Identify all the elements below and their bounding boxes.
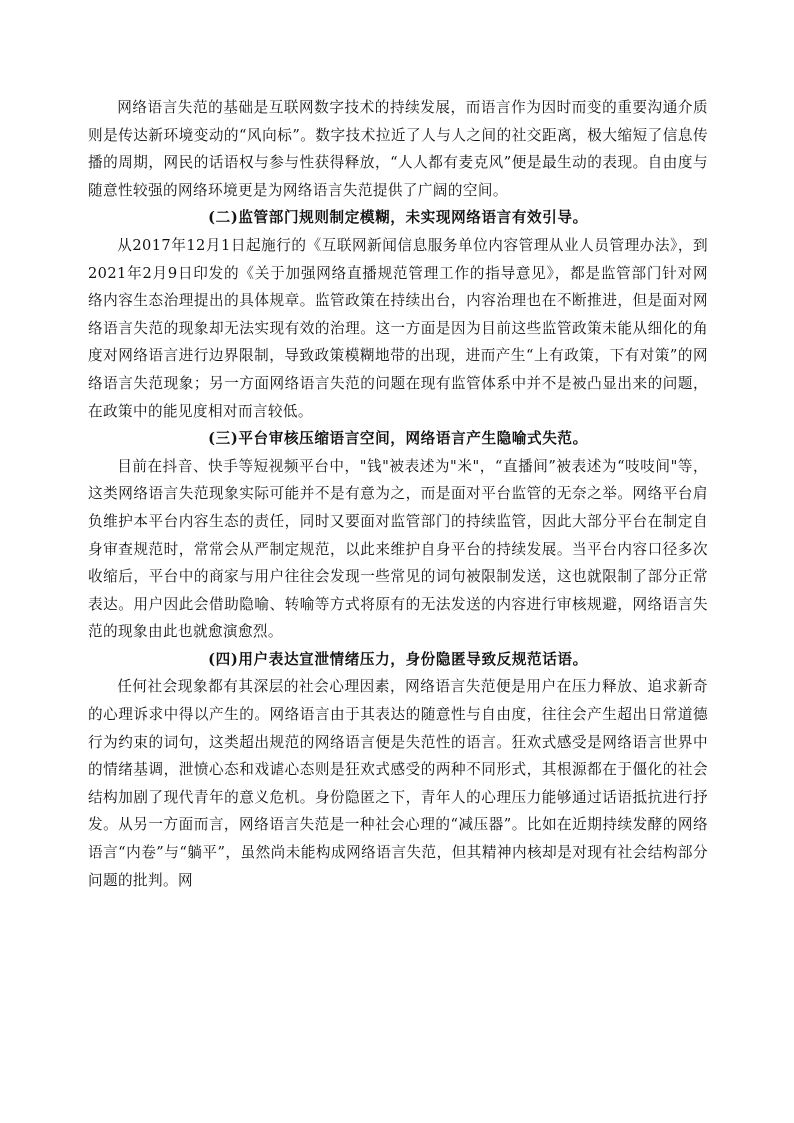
paragraph-internet-foundation: 网络语言失范的基础是互联网数字技术的持续发展，而语言作为因时而变的重要沟通介质则是传达新环境变动的“风向标”。数字技术拉近了人与人之间的社交距离，极大缩短了信息传播的周期，网民的话语权与参与性获得释放，“人人都有麦克风”便是最生动的表现。自由度与随意性较强的网络环境更是为网络语言失范提供了广阔的空间。 <box>88 99 708 199</box>
section-heading-4: (四)用户表达宣泄情绪压力，身份隐匿导致反规范话语。 <box>208 650 588 668</box>
section-heading-2: (二)监管部门规则制定模糊，未实现网络语言有效引导。 <box>208 209 588 227</box>
paragraph-user-expression: 任何社会现象都有其深层的社会心理因素，网络语言失范便是用户在压力释放、追求新奇的心理诉求中得以产生的。网络语言由于其表达的随意性与自由度，往往会产生超出日常道德行为约束的词句，这类超出规范的网络语言便是失范性的语言。狂欢式感受是网络语言世界中的情绪基调，泄愤心态和戏谑心态则是狂欢式感受的两种不同形式，其根源都在于僵化的社会结构加剧了现代青年的意义危机。身份隐匿之下，青年人的心理压力能够通过话语抵抗进行抒发。从另一方面而言，网络语言失范是一种社会心理的“减压器”。比如在近期持续发酵的网络语言“内卷”与“躺平”，虽然尚未能构成网络语言失范，但其精神内核却是对现有社会结构部分问题的批判。网 <box>88 678 708 889</box>
paragraph-platform-review: 目前在抖音、快手等短视频平台中，"钱"被表述为"米"，“直播间”被表述为“吱吱间"等，这类网络语言失范现象实际可能并不是有意为之，而是面对平台监管的无奈之举。网络平台肩负维护本平台内容生态的责任，同时又要面对监管部门的持续监管，因此大部分平台在制定自身审查规范时，常常会从严制定规范，以此来维护自身平台的持续发展。当平台内容口径多次收缩后，平台中的商家与用户往往会发现一些常见的词句被限制发送，这也就限制了部分正常表达。用户因此会借助隐喻、转喻等方式将原有的无法发送的内容进行审核规避，网络语言失范的现象由此也就愈演愈烈。 <box>88 457 708 641</box>
document-body <box>88 94 708 894</box>
paragraph-regulation: 从2017年12月1日起施行的《互联网新闻信息服务单位内容管理从业人员管理办法》，到2021年2月9日印发的《关于加强网络直播规范管理工作的指导意见》，都是监管部门针对网络内容生态治理提出的具体规章。监管政策在持续出台，内容治理也在不断推进，但是面对网络语言失范的现象却无法实现有效的治理。这一方面是因为目前这些监管政策未能从细化的角度对网络语言进行边界限制，导致政策模糊地带的出现，进而产生“上有政策，下有对策”的网络语言失范现象；另一方面网络语言失范的问题在现有监管体系中并不是被凸显出来的问题，在政策中的能见度相对而言较低。 <box>88 236 708 420</box>
section-heading-3: (三)平台审核压缩语言空间，网络语言产生隐喻式失范。 <box>208 430 588 448</box>
